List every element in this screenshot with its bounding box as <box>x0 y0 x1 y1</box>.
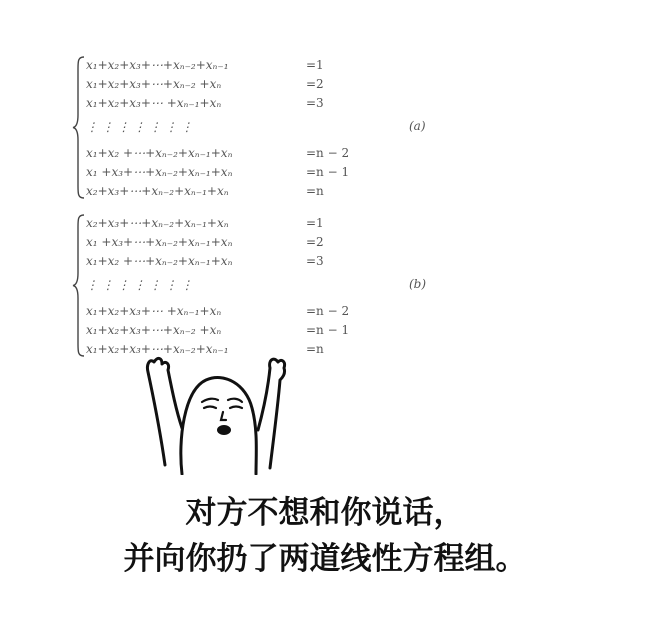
caption-line-1: 对方不想和你说话， <box>185 495 465 531</box>
equation-row <box>86 320 416 340</box>
equation-rhs: =n − 1 <box>306 165 350 179</box>
caption-line-2: 并向你扔了两道线性方程组。 <box>123 541 527 577</box>
equation-row <box>86 232 416 252</box>
equation-row <box>86 74 416 94</box>
equation-lhs: x₂+x₃+⋯+xₙ₋₂+xₙ₋₁+xₙ <box>86 216 229 230</box>
equation-lhs: x₁+x₂ +⋯+xₙ₋₂+xₙ₋₁+xₙ <box>86 146 233 160</box>
left-brace-icon <box>72 55 86 200</box>
equation-row <box>86 162 416 182</box>
equation-row-ellipsis <box>86 117 416 137</box>
vertical-ellipsis: ⋮ ⋮ ⋮ ⋮ ⋮ ⋮ ⋮ <box>86 120 193 134</box>
equation-system-b <box>72 213 492 363</box>
equation-rhs: =1 <box>306 216 324 230</box>
equation-lhs: x₁+x₂+x₃+⋯+xₙ₋₂+xₙ₋₁ <box>86 342 229 356</box>
equation-lhs: x₂+x₃+⋯+xₙ₋₂+xₙ₋₁+xₙ <box>86 184 229 198</box>
equation-row <box>86 251 416 271</box>
equation-row <box>86 143 416 163</box>
equation-tag: (b) <box>409 277 427 291</box>
vertical-ellipsis: ⋮ ⋮ ⋮ ⋮ ⋮ ⋮ ⋮ <box>86 278 193 292</box>
equation-row <box>86 181 416 201</box>
equation-lhs: x₁ +x₃+⋯+xₙ₋₂+xₙ₋₁+xₙ <box>86 165 233 179</box>
equation-rhs: =3 <box>306 96 324 110</box>
equation-lhs: x₁+x₂+x₃+⋯ +xₙ₋₁+xₙ <box>86 304 222 318</box>
equation-rhs: =1 <box>306 58 324 72</box>
equation-rhs: =n − 2 <box>306 304 350 318</box>
equation-lhs: x₁+x₂+x₃+⋯ +xₙ₋₁+xₙ <box>86 96 222 110</box>
meme-figure-illustration <box>140 350 290 475</box>
equation-row <box>86 213 416 233</box>
equation-tag: (a) <box>409 119 426 133</box>
equation-lhs: x₁ +x₃+⋯+xₙ₋₂+xₙ₋₁+xₙ <box>86 235 233 249</box>
equation-rhs: =2 <box>306 77 324 91</box>
equation-row-ellipsis <box>86 275 416 295</box>
equation-lhs: x₁+x₂+x₃+⋯+xₙ₋₂ +xₙ <box>86 77 222 91</box>
equation-lhs: x₁+x₂ +⋯+xₙ₋₂+xₙ₋₁+xₙ <box>86 254 233 268</box>
equation-rhs: =n − 1 <box>306 323 350 337</box>
mouth-icon <box>217 425 231 435</box>
equation-rhs: =2 <box>306 235 324 249</box>
meme-caption <box>0 490 650 582</box>
equation-row <box>86 55 416 75</box>
equation-rhs: =n <box>306 342 324 356</box>
equation-row <box>86 93 416 113</box>
equation-rhs: =n <box>306 184 324 198</box>
equation-rhs: =3 <box>306 254 324 268</box>
equation-system-a <box>72 55 492 205</box>
left-brace-icon <box>72 213 86 358</box>
equation-row <box>86 301 416 321</box>
equation-lhs: x₁+x₂+x₃+⋯+xₙ₋₂+xₙ₋₁ <box>86 58 229 72</box>
equation-rhs: =n − 2 <box>306 146 350 160</box>
equation-lhs: x₁+x₂+x₃+⋯+xₙ₋₂ +xₙ <box>86 323 222 337</box>
